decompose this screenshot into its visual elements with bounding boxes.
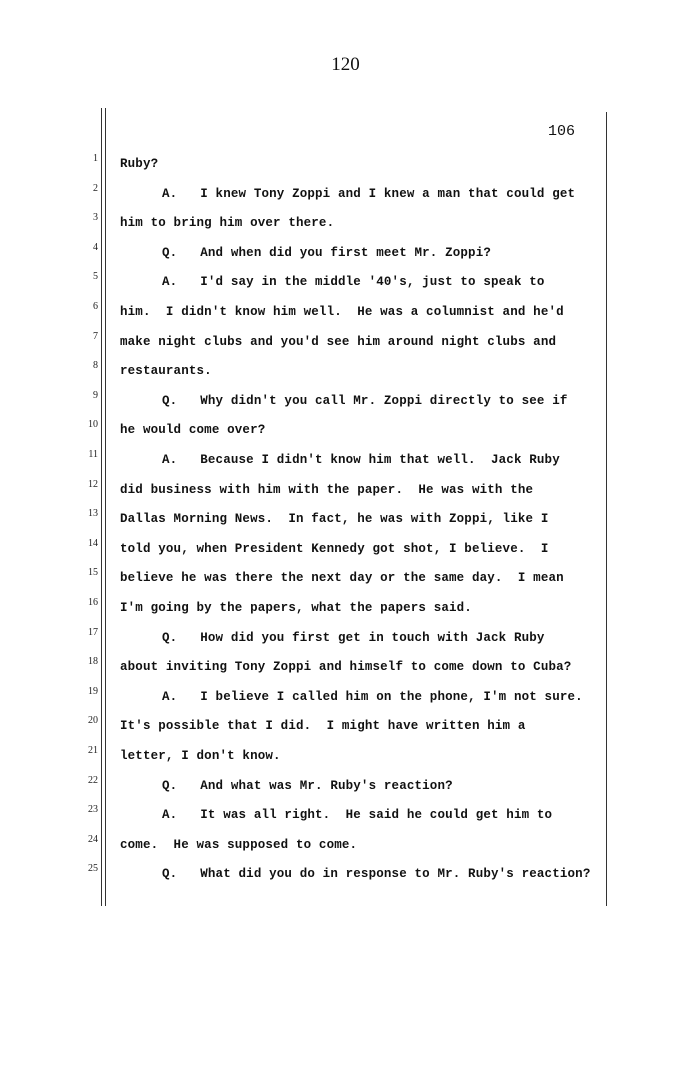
line-number: 16 <box>88 597 98 608</box>
transcript-line: A. I'd say in the middle '40's, just to speak to <box>162 275 545 290</box>
transcript-line: he would come over? <box>120 423 266 438</box>
line-number: 19 <box>88 685 98 697</box>
transcript-line: him. I didn't know him well. He was a columnist and he'd <box>120 305 564 319</box>
transcript-line: Q. Why didn't you call Mr. Zoppi directly to see if <box>162 393 568 408</box>
line-number: 3 <box>93 212 98 224</box>
line-number: 24 <box>88 833 98 845</box>
transcript-line: A. I knew Tony Zoppi and I knew a man that could get <box>162 186 576 201</box>
transcript-line: Dallas Morning News. In fact, he was with Zoppi, like I <box>120 512 549 527</box>
line-number: 12 <box>88 478 98 490</box>
transcript-line: I'm going by the papers, what the papers said. <box>120 601 472 615</box>
line-number: 10 <box>88 419 98 431</box>
transcript-line: Q. What did you do in response to Mr. Ruby's reaction? <box>162 867 591 882</box>
line-number: 21 <box>88 745 98 756</box>
transcript-line: told you, when President Kennedy got shot, I believe. I <box>120 541 549 556</box>
line-number: 8 <box>93 360 98 372</box>
line-number: 7 <box>93 330 98 342</box>
transcript-line: about inviting Tony Zoppi and himself to come down to Cuba? <box>120 660 572 675</box>
line-number: 13 <box>88 508 98 520</box>
transcript-line: letter, I don't know. <box>120 749 281 763</box>
line-number: 25 <box>88 863 98 875</box>
right-margin-rule <box>606 112 607 906</box>
transcript-line: A. It was all right. He said he could get him to <box>162 808 553 823</box>
left-margin-rule-outer <box>101 108 102 906</box>
line-number: 5 <box>93 271 98 283</box>
line-number: 17 <box>88 626 98 638</box>
line-number: 15 <box>88 567 98 579</box>
transcript-line: It's possible that I did. I might have written him a <box>120 719 526 734</box>
left-margin-rule-inner <box>105 108 106 906</box>
transcript-line: restaurants. <box>120 364 212 379</box>
line-number: 22 <box>88 774 98 786</box>
transcript-line: him to bring him over there. <box>120 216 335 231</box>
transcript-line: A. I believe I called him on the phone, I'm not sure. <box>162 689 583 704</box>
line-number: 2 <box>93 182 98 194</box>
transcript-line: A. Because I didn't know him that well. Jack Ruby <box>162 453 560 467</box>
transcript-line: Q. How did you first get in touch with Jack Ruby <box>162 630 545 645</box>
line-number: 4 <box>93 241 98 253</box>
transcript-line: Ruby? <box>120 157 159 171</box>
line-number: 18 <box>88 656 98 668</box>
transcript-line: come. He was supposed to come. <box>120 837 358 852</box>
line-number: 6 <box>93 301 98 312</box>
transcript-page-number: 106 <box>548 123 576 140</box>
page-number: 120 <box>331 54 360 75</box>
transcript-line: did business with him with the paper. He was with the <box>120 482 534 497</box>
transcript-line: make night clubs and you'd see him around night clubs and <box>120 334 557 349</box>
line-number: 9 <box>93 389 98 401</box>
transcript-line: believe he was there the next day or the same day. I mean <box>120 571 564 586</box>
line-number: 11 <box>88 449 98 460</box>
transcript-line: Q. And when did you first meet Mr. Zoppi? <box>162 245 492 260</box>
line-number: 14 <box>88 537 98 549</box>
transcript-line: Q. And what was Mr. Ruby's reaction? <box>162 778 453 793</box>
line-number: 23 <box>88 804 98 816</box>
line-number: 20 <box>88 715 98 727</box>
line-number: 1 <box>93 153 98 164</box>
